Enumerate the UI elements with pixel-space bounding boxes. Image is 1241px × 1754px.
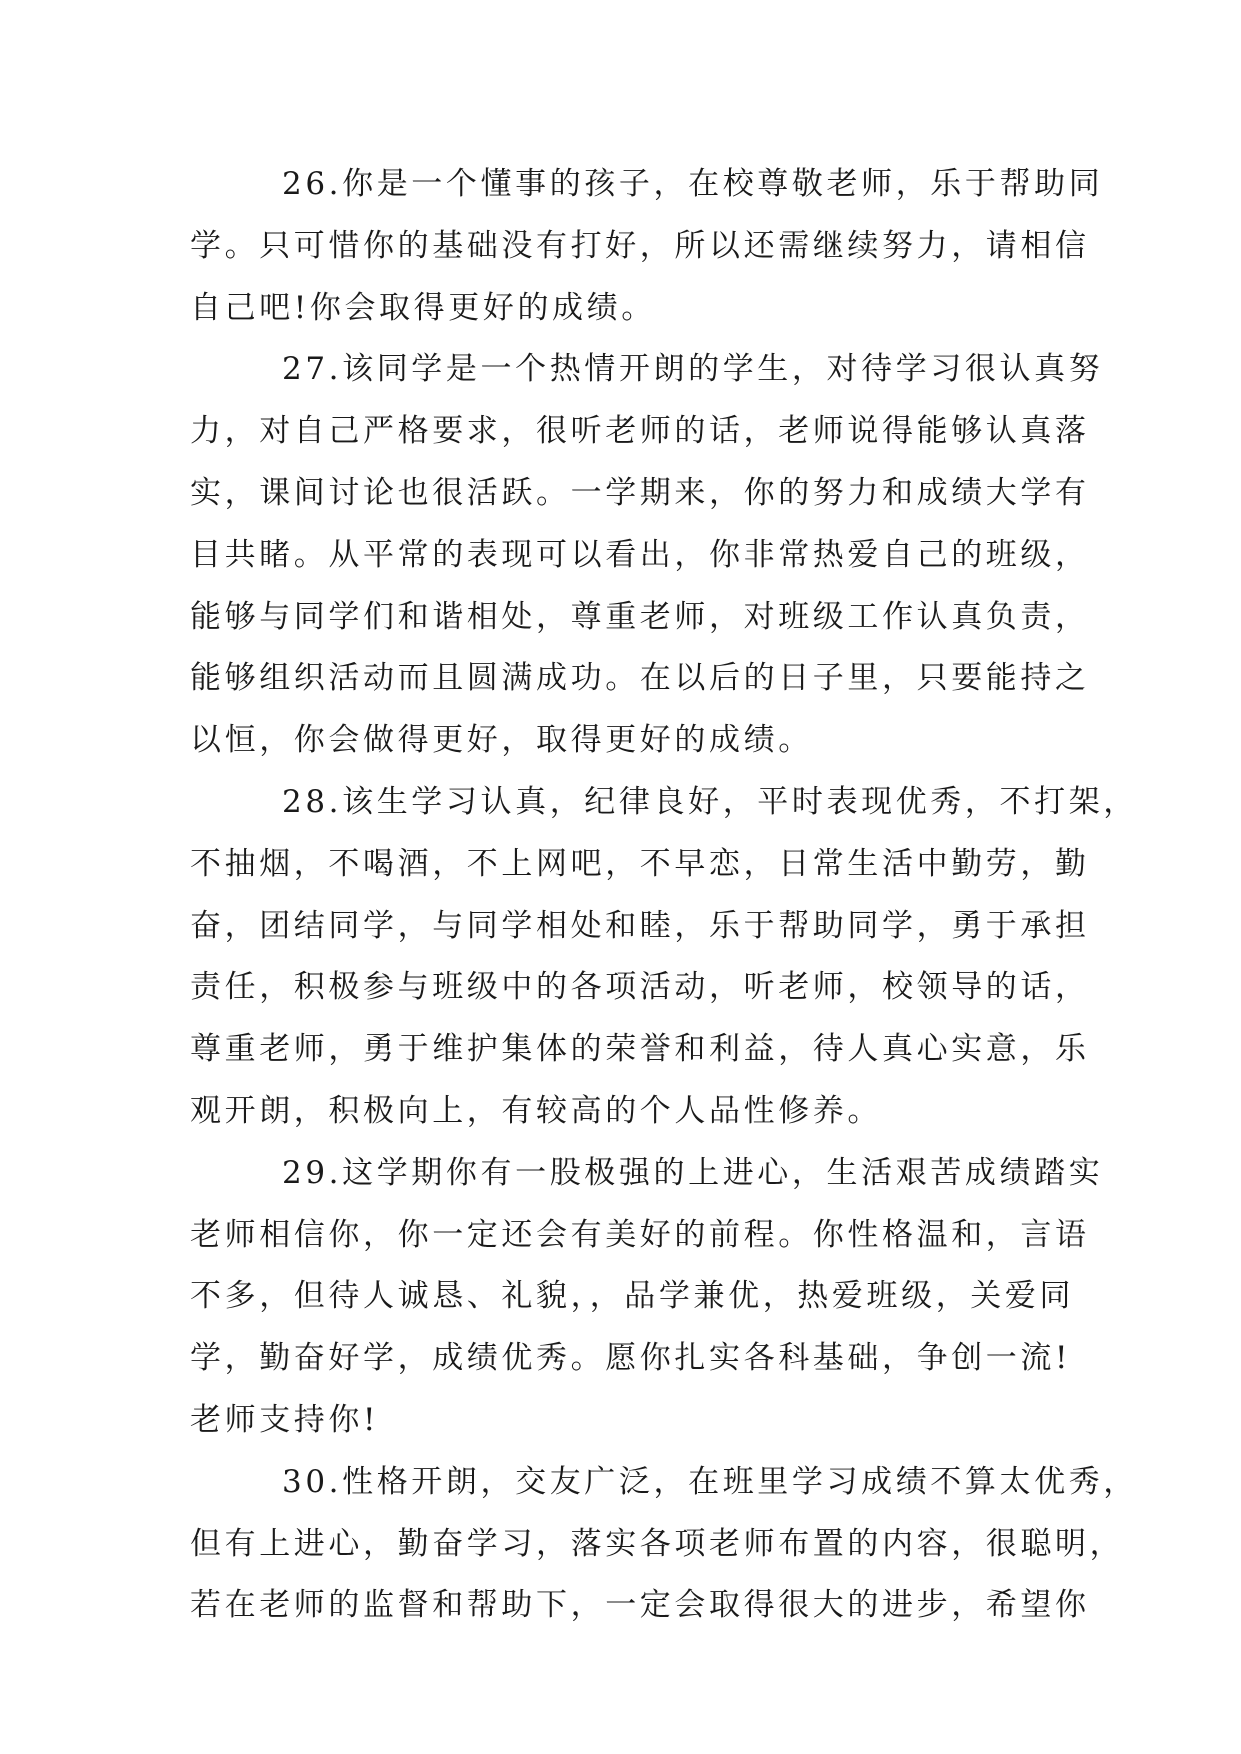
text-line: 若在老师的监督和帮助下，一定会取得很大的进步，希望你 [190, 1587, 1090, 1624]
paragraph-30 [190, 1452, 1138, 1637]
text-line: 不抽烟，不喝酒，不上网吧，不早恋，日常生活中勤劳，勤 [190, 845, 1090, 882]
text-line: 30.性格开朗，交友广泛，在班里学习成绩不算太优秀， [282, 1463, 1138, 1500]
text-line: 26.你是一个懂事的孩子，在校尊敬老师，乐于帮助同 [282, 166, 1104, 202]
paragraph-26 [190, 154, 1104, 339]
text-line: 观开朗，积极向上，有较高的个人品性修养。 [190, 1092, 882, 1129]
text-line: 28.该生学习认真，纪律良好，平时表现优秀，不打架， [282, 783, 1138, 820]
text-line: 不多，但待人诚恳、礼貌，，品学兼优，热爱班级，关爱同 [190, 1278, 1075, 1315]
text-line: 但有上进心，勤奋学习，落实各项老师布置的内容，很聪明， [190, 1525, 1125, 1562]
text-line: 学。只可惜你的基础没有打好，所以还需继续努力，请相信 [190, 227, 1090, 264]
text-line: 29.这学期你有一股极强的上进心，生活艰苦成绩踏实 [282, 1154, 1104, 1191]
text-line: 奋，团结同学，与同学相处和睦，乐于帮助同学，勇于承担 [190, 907, 1090, 944]
text-line: 老师相信你，你一定还会有美好的前程。你性格温和，言语 [190, 1216, 1090, 1253]
paragraph-27 [190, 339, 1104, 772]
text-line: 能够组织活动而且圆满成功。在以后的日子里，只要能持之 [190, 660, 1090, 697]
text-line: 学，勤奋好学，成绩优秀。愿你扎实各科基础，争创一流! [190, 1340, 1072, 1377]
text-line: 自己吧!你会取得更好的成绩。 [190, 289, 656, 326]
text-line: 目共睹。从平常的表现可以看出，你非常热爱自己的班级， [190, 536, 1090, 573]
text-line: 尊重老师，勇于维护集体的荣誉和利益，待人真心实意，乐 [190, 1031, 1090, 1068]
text-line: 能够与同学们和谐相处，尊重老师，对班级工作认真负责， [190, 598, 1090, 635]
text-line: 27.该同学是一个热情开朗的学生，对待学习很认真努 [282, 351, 1104, 388]
paragraph-28 [190, 772, 1138, 1143]
paragraph-29 [190, 1143, 1104, 1452]
text-line: 老师支持你! [190, 1401, 380, 1438]
text-line: 责任，积极参与班级中的各项活动，听老师，校领导的话， [190, 969, 1090, 1006]
text-line: 实，课间讨论也很活跃。一学期来，你的努力和成绩大学有 [190, 474, 1090, 511]
text-line: 以恒，你会做得更好，取得更好的成绩。 [190, 722, 813, 759]
text-line: 力，对自己严格要求，很听老师的话，老师说得能够认真落 [190, 413, 1090, 450]
document-body [190, 154, 1138, 1637]
